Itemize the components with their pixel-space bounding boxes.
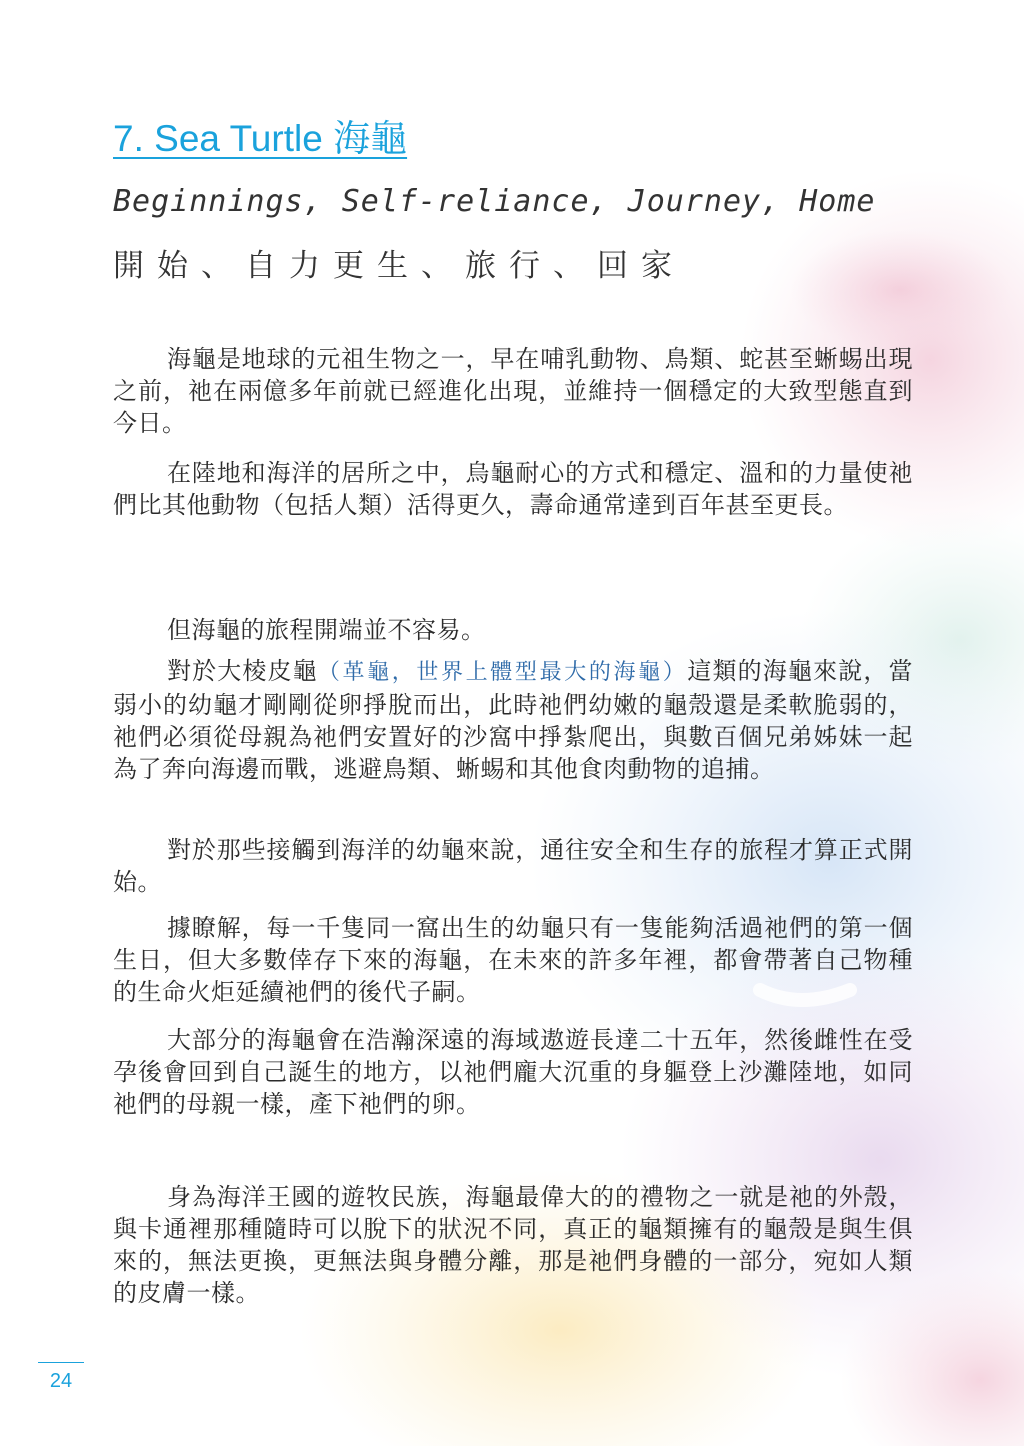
subtitle-english: Beginnings, Self-reliance, Journey, Home	[113, 184, 876, 219]
paragraph-7: 大部分的海龜會在浩瀚深遠的海域遨遊長達二十五年，然後雌性在受孕後會回到自己誕生的地方，以祂們龐大沉重的身軀登上沙灘陸地，如同祂們的母親一樣，產下祂們的卵。	[113, 1026, 913, 1118]
page-number: 24	[49, 1370, 73, 1392]
paragraph-8: 身為海洋王國的遊牧民族，海龜最偉大的的禮物之一就是祂的外殼，與卡通裡那種隨時可以脫下的狀況不同，真正的龜類擁有的龜殼是與生俱來的，無法更換，更無法與身體分離，那是祂們身體的一部分，宛如人類的皮膚一樣。	[113, 1183, 913, 1307]
paragraph-3: 但海龜的旅程開端並不容易。	[167, 616, 486, 644]
paragraph-6: 據瞭解，每一千隻同一窩出生的幼龜只有一隻能夠活過祂們的第一個生日，但大多數倖存下來的海龜，在未來的許多年裡，都會帶著自己物種的生命火炬延續祂們的後代子嗣。	[113, 914, 913, 1006]
subtitle-chinese: 開始、自力更生、旅行、回家	[113, 248, 685, 284]
page-number-rule	[38, 1362, 84, 1363]
paragraph-4-end: 這類的海龜來說，當弱小的幼龜才剛剛從卵掙脫而出，此時祂們幼嫩的龜殼還是柔軟脆弱的，祂們必須從母親為祂們安置好的沙窩中掙紮爬出，與數百個兄弟姊妹一起為了奔向海邊而戰，逃避鳥類、蜥蜴和其他食肉動物的追捕。	[113, 657, 913, 783]
paragraph-2: 在陸地和海洋的居所之中，烏龜耐心的方式和穩定、溫和的力量使祂們比其他動物（包括人類）活得更久，壽命通常達到百年甚至更長。	[113, 459, 913, 519]
page-title: 7. Sea Turtle 海龜	[113, 118, 408, 159]
paragraph-1: 海龜是地球的元祖生物之一，早在哺乳動物、鳥類、蛇甚至蜥蜴出現之前，祂在兩億多年前就已經進化出現，並維持一個穩定的大致型態直到今日。	[113, 345, 913, 437]
paragraph-5: 對於那些接觸到海洋的幼龜來說，通往安全和生存的旅程才算正式開始。	[113, 836, 913, 896]
paragraph-4	[113, 655, 913, 785]
leatherback-note: （革龜，世界上體型最大的海龜）	[317, 660, 688, 685]
paragraph-4-start: 對於大棱皮龜	[167, 657, 318, 685]
